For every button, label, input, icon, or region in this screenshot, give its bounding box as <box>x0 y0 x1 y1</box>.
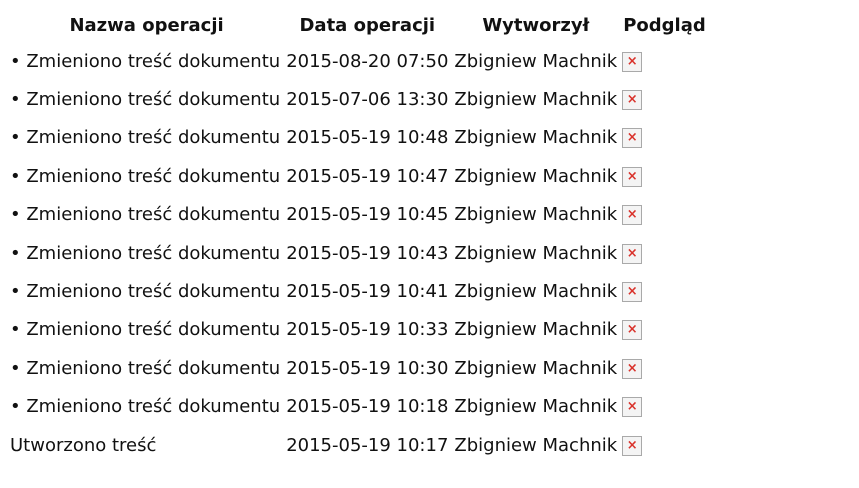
operation-author: Zbigniew Machnik <box>454 89 618 111</box>
history-table <box>10 8 709 464</box>
table-row <box>10 426 709 464</box>
operation-date: 2015-05-19 10:33 <box>286 319 449 341</box>
broken-image-icon[interactable]: × <box>622 397 642 417</box>
broken-image-icon[interactable]: × <box>622 436 642 456</box>
operation-name: • Zmieniono treść dokumentu <box>10 242 281 264</box>
operation-name: • Zmieniono treść dokumentu <box>10 50 281 72</box>
table-row <box>10 119 709 157</box>
header-operation: Nazwa operacji <box>69 14 224 36</box>
broken-image-icon[interactable]: × <box>622 205 642 225</box>
preview-cell <box>620 426 709 464</box>
operation-date: 2015-05-19 10:17 <box>286 434 449 456</box>
operation-author: Zbigniew Machnik <box>454 165 618 187</box>
table-row <box>10 349 709 387</box>
preview-cell <box>620 196 709 234</box>
table-row <box>10 272 709 310</box>
preview-cell <box>620 42 709 80</box>
header-author: Wytworzył <box>482 14 590 36</box>
operation-date: 2015-05-19 10:30 <box>286 357 449 379</box>
operation-date: 2015-08-20 07:50 <box>286 50 449 72</box>
table-row <box>10 42 709 80</box>
preview-cell <box>620 157 709 195</box>
operation-date: 2015-07-06 13:30 <box>286 89 449 111</box>
operation-author: Zbigniew Machnik <box>454 50 618 72</box>
preview-cell <box>620 311 709 349</box>
preview-cell <box>620 272 709 310</box>
broken-image-icon[interactable]: × <box>622 359 642 379</box>
operation-author: Zbigniew Machnik <box>454 281 618 303</box>
broken-image-icon[interactable]: × <box>622 128 642 148</box>
table-row <box>10 80 709 118</box>
operation-name: Utworzono treść <box>10 434 157 456</box>
operation-author: Zbigniew Machnik <box>454 242 618 264</box>
operation-date: 2015-05-19 10:47 <box>286 165 449 187</box>
operation-author: Zbigniew Machnik <box>454 319 618 341</box>
operation-name: • Zmieniono treść dokumentu <box>10 357 281 379</box>
header-row <box>10 8 709 42</box>
operation-date: 2015-05-19 10:45 <box>286 204 449 226</box>
header-date: Data operacji <box>299 14 436 36</box>
operation-name: • Zmieniono treść dokumentu <box>10 396 281 418</box>
operation-name: • Zmieniono treść dokumentu <box>10 165 281 187</box>
broken-image-icon[interactable]: × <box>622 90 642 110</box>
preview-cell <box>620 80 709 118</box>
table-row <box>10 196 709 234</box>
operation-author: Zbigniew Machnik <box>454 434 618 456</box>
operation-name: • Zmieniono treść dokumentu <box>10 319 281 341</box>
table-row <box>10 157 709 195</box>
operation-author: Zbigniew Machnik <box>454 357 618 379</box>
table-row <box>10 234 709 272</box>
operation-name: • Zmieniono treść dokumentu <box>10 204 281 226</box>
broken-image-icon[interactable]: × <box>622 244 642 264</box>
preview-cell <box>620 234 709 272</box>
operation-name: • Zmieniono treść dokumentu <box>10 127 281 149</box>
operation-date: 2015-05-19 10:48 <box>286 127 449 149</box>
broken-image-icon[interactable]: × <box>622 320 642 340</box>
operation-date: 2015-05-19 10:43 <box>286 242 449 264</box>
operation-date: 2015-05-19 10:41 <box>286 281 449 303</box>
preview-cell <box>620 388 709 426</box>
operation-author: Zbigniew Machnik <box>454 127 618 149</box>
history-table-body <box>10 42 709 464</box>
table-row <box>10 311 709 349</box>
operation-date: 2015-05-19 10:18 <box>286 396 449 418</box>
broken-image-icon[interactable]: × <box>622 167 642 187</box>
history-table-header <box>10 8 709 42</box>
preview-cell <box>620 119 709 157</box>
preview-cell <box>620 349 709 387</box>
operation-name: • Zmieniono treść dokumentu <box>10 89 281 111</box>
header-preview: Podgląd <box>623 14 706 36</box>
operation-author: Zbigniew Machnik <box>454 396 618 418</box>
operation-author: Zbigniew Machnik <box>454 204 618 226</box>
table-row <box>10 388 709 426</box>
broken-image-icon[interactable]: × <box>622 52 642 72</box>
broken-image-icon[interactable]: × <box>622 282 642 302</box>
operation-name: • Zmieniono treść dokumentu <box>10 281 281 303</box>
